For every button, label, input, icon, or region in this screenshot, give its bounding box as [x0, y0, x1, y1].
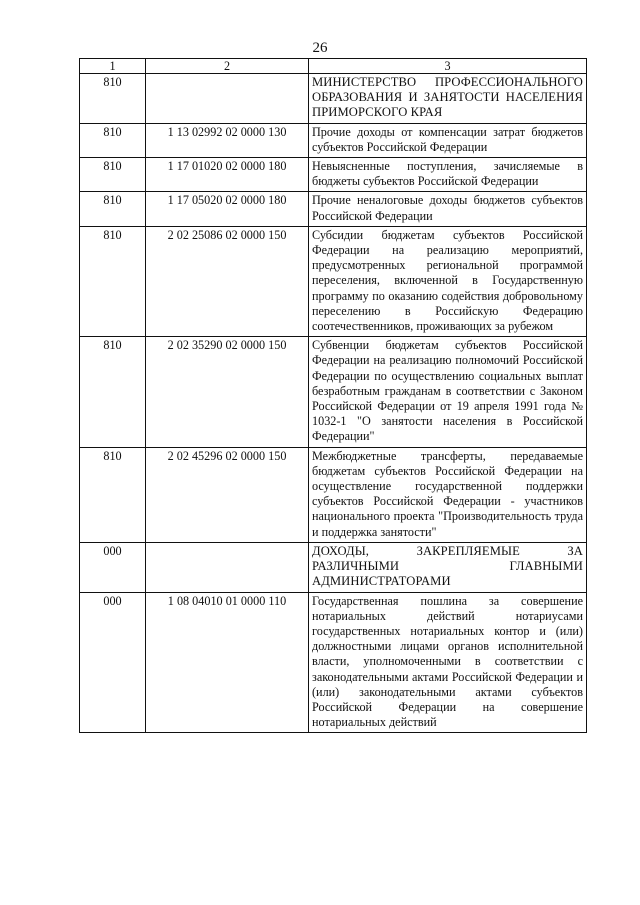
- income-code-cell: 1 13 02992 02 0000 130: [146, 123, 309, 157]
- income-code-cell: [146, 542, 309, 592]
- admin-code-cell: 810: [80, 447, 146, 542]
- income-code-cell: 1 17 01020 02 0000 180: [146, 158, 309, 192]
- table-row: [80, 447, 587, 542]
- admin-code-cell: 000: [80, 542, 146, 592]
- table-row: [80, 123, 587, 157]
- page-number: 26: [312, 40, 328, 56]
- table-row: [80, 74, 587, 124]
- table-row: [80, 226, 587, 336]
- header-col-2: 2: [146, 59, 309, 74]
- income-code-cell: 2 02 25086 02 0000 150: [146, 226, 309, 336]
- admin-code-cell: 810: [80, 337, 146, 447]
- table-header-row: [80, 59, 587, 74]
- header-col-3: 3: [309, 59, 587, 74]
- income-codes-table: [79, 58, 587, 733]
- table-row: [80, 192, 587, 226]
- income-name-cell: Государственная пошлина за совершение нотариальных действий нотариусами государственных нотариальных контор и (или) должностными лицами органов исполнительной власти, уполномоченными в соответствии с законодательными актами Российской Федерации и (или) законодательными актами субъектов Российской Федерации на совершение нотариальных действий: [309, 592, 587, 733]
- admin-code-cell: 810: [80, 226, 146, 336]
- income-name-cell: МИНИСТЕРСТВО ПРОФЕССИОНАЛЬНОГО ОБРАЗОВАНИЯ И ЗАНЯТОСТИ НАСЕЛЕНИЯ ПРИМОРСКОГО КРАЯ: [309, 74, 587, 124]
- admin-code-cell: 810: [80, 158, 146, 192]
- income-code-cell: 2 02 35290 02 0000 150: [146, 337, 309, 447]
- income-name-cell: Прочие неналоговые доходы бюджетов субъектов Российской Федерации: [309, 192, 587, 226]
- income-code-cell: [146, 74, 309, 124]
- income-name-cell: Прочие доходы от компенсации затрат бюджетов субъектов Российской Федерации: [309, 123, 587, 157]
- admin-code-cell: 000: [80, 592, 146, 733]
- income-name-cell: Невыясненные поступления, зачисляемые в бюджеты субъектов Российской Федерации: [309, 158, 587, 192]
- income-code-cell: 2 02 45296 02 0000 150: [146, 447, 309, 542]
- table-row: [80, 542, 587, 592]
- income-name-cell: Межбюджетные трансферты, передаваемые бюджетам субъектов Российской Федерации на осуществление государственной поддержки субъектов Российской Федерации - участников национального проекта "Производительность труда и поддержка занятости": [309, 447, 587, 542]
- admin-code-cell: 810: [80, 123, 146, 157]
- income-code-cell: 1 17 05020 02 0000 180: [146, 192, 309, 226]
- income-name-cell: Субсидии бюджетам субъектов Российской Федерации на реализацию мероприятий, предусмотренных региональной программой переселения, включенной в Государственную программу по оказанию содействия добровольному переселению в Российскую Федерацию соотечественников, проживающих за рубежом: [309, 226, 587, 336]
- income-name-cell: ДОХОДЫ, ЗАКРЕПЛЯЕМЫЕ ЗА РАЗЛИЧНЫМИ ГЛАВНЫМИ АДМИНИСТРАТОРАМИ: [309, 542, 587, 592]
- admin-code-cell: 810: [80, 74, 146, 124]
- table-row: [80, 337, 587, 447]
- header-col-1: 1: [80, 59, 146, 74]
- table-row: [80, 592, 587, 733]
- income-code-cell: 1 08 04010 01 0000 110: [146, 592, 309, 733]
- income-name-cell: Субвенции бюджетам субъектов Российской Федерации на реализацию полномочий Российской Федерации по осуществлению социальных выплат безработным гражданам в соответствии с Законом Российской Федерации от 19 апреля 1991 года № 1032-1 "О занятости населения в Российской Федерации": [309, 337, 587, 447]
- table-row: [80, 158, 587, 192]
- admin-code-cell: 810: [80, 192, 146, 226]
